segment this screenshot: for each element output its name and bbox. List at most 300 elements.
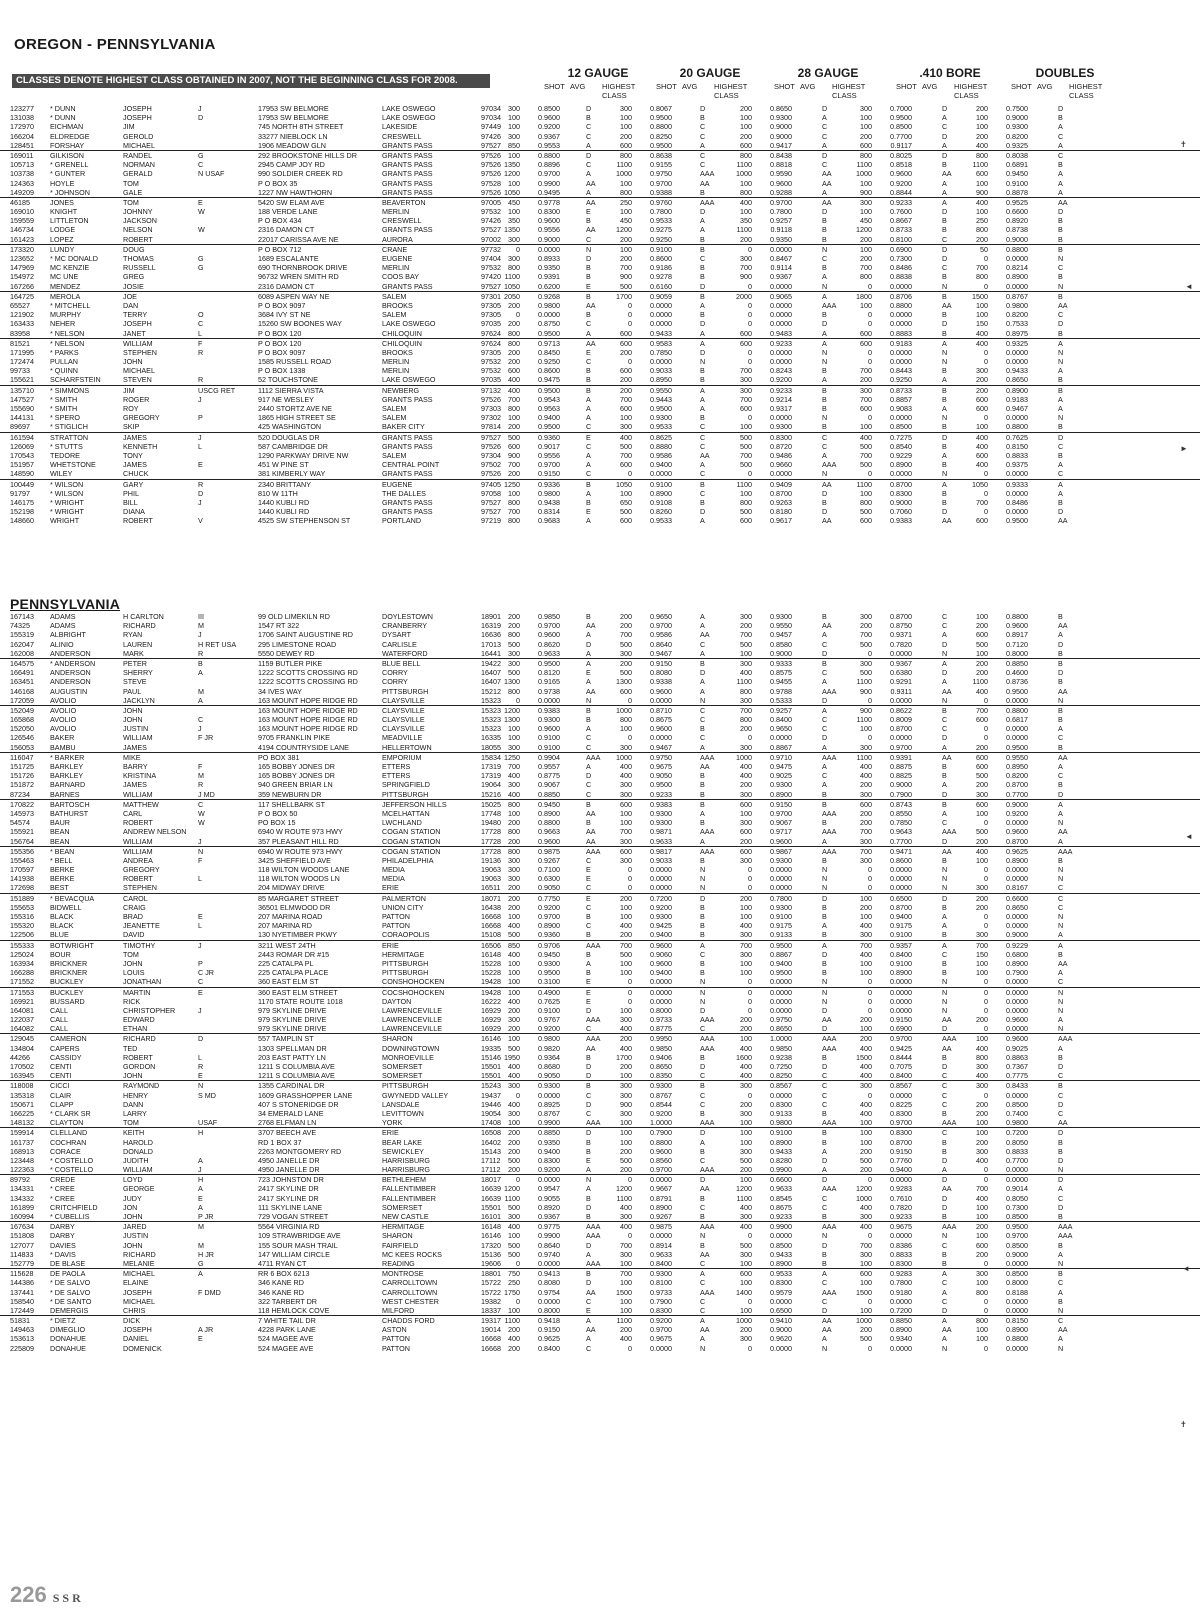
city: MC KEES ROCKS bbox=[382, 1249, 442, 1259]
gauge-shot: 500 bbox=[620, 639, 632, 649]
zip-code: 16639 bbox=[481, 1184, 501, 1194]
city: CONSHOHOCKEN bbox=[382, 977, 445, 987]
gauge-avg: 0.9165 bbox=[538, 677, 560, 687]
gauge-avg: 0.9250 bbox=[538, 357, 560, 367]
gauge-avg: 0.9625 bbox=[538, 1334, 560, 1344]
gauge-shot: 150 bbox=[976, 319, 988, 329]
gauge-shot: 0 bbox=[628, 1231, 632, 1241]
gauge-avg: 0.0000 bbox=[538, 244, 560, 254]
gauge-avg: 0.9450 bbox=[538, 799, 560, 809]
gauge-avg: 0.0000 bbox=[650, 695, 672, 705]
last-name: STRATTON bbox=[50, 432, 89, 442]
first-name: BRAD bbox=[123, 912, 143, 921]
gauge-shot: 500 bbox=[976, 827, 988, 837]
gauge-class: N bbox=[1058, 865, 1064, 875]
gauge-class: B bbox=[822, 1108, 827, 1118]
gauge-avg: 0.9117 bbox=[890, 140, 912, 150]
member-id: 122037 bbox=[10, 1015, 34, 1025]
gauge-shot: 300 bbox=[740, 1146, 752, 1156]
first-name: CAROL bbox=[123, 893, 148, 903]
middle-suffix: O bbox=[198, 310, 204, 320]
gauge-class: A bbox=[942, 140, 947, 150]
gauge-avg: 0.8300 bbox=[890, 488, 912, 498]
address: 165 BOBBY JONES DR bbox=[258, 771, 335, 781]
zip-code: 16668 bbox=[481, 912, 501, 921]
gauge-avg: 0.8638 bbox=[650, 150, 672, 160]
gauge-avg: 0.8825 bbox=[890, 771, 912, 781]
gauge-avg: 0.8680 bbox=[538, 1062, 560, 1071]
gauge-class: A bbox=[700, 338, 705, 348]
member-id: 166491 bbox=[10, 668, 34, 678]
gauge-avg: 0.9900 bbox=[770, 1165, 792, 1175]
address: 979 SKYLINE DRIVE bbox=[258, 1024, 327, 1034]
gauge-shot: 800 bbox=[860, 497, 872, 507]
member-id: 147969 bbox=[10, 263, 34, 273]
gauge-class: C bbox=[700, 1258, 706, 1268]
address: P O BOX 9097 bbox=[258, 347, 306, 357]
gauge-class: AAA bbox=[586, 1231, 601, 1241]
first-name: RUSSELL bbox=[123, 263, 156, 273]
gauge-shot: 800 bbox=[508, 516, 520, 526]
gauge-shot: 200 bbox=[740, 893, 752, 903]
gauge-class: N bbox=[700, 996, 706, 1006]
gauge-avg: 0.9875 bbox=[650, 1222, 672, 1232]
member-id: 171995 bbox=[10, 347, 34, 357]
member-id: 170543 bbox=[10, 450, 34, 460]
gauge-class: B bbox=[822, 497, 827, 507]
gauge-avg: 0.9229 bbox=[890, 450, 912, 460]
gauge-class: D bbox=[822, 695, 828, 705]
address: 4525 SW STEPHENSON ST bbox=[258, 516, 351, 526]
last-name: CENTI bbox=[50, 1062, 72, 1071]
gauge-shot: 300 bbox=[860, 1081, 872, 1091]
gauge-shot: 0 bbox=[984, 413, 988, 423]
gauge-class: N bbox=[700, 357, 706, 367]
address: 940 GREEN BRIAR LN bbox=[258, 780, 333, 790]
middle-suffix: H bbox=[198, 1175, 204, 1185]
gauge-class: N bbox=[942, 987, 948, 997]
gauge-avg: 0.9633 bbox=[770, 1184, 792, 1194]
gauge-avg: 0.9400 bbox=[890, 1165, 912, 1175]
gauge-avg: 0.9500 bbox=[890, 113, 912, 123]
gauge-avg: 0.0000 bbox=[650, 977, 672, 987]
gauge-avg: 0.8000 bbox=[1006, 648, 1028, 658]
zip-code: 97624 bbox=[481, 328, 501, 338]
zip-code: 17728 bbox=[481, 827, 501, 837]
gauge-avg: 0.8433 bbox=[1006, 1081, 1028, 1091]
gauge-avg: 0.9336 bbox=[538, 479, 560, 489]
gauge-shot: 800 bbox=[508, 338, 520, 348]
last-name: CLAYTON bbox=[50, 1118, 84, 1128]
first-name: CRAIG bbox=[123, 902, 146, 912]
gauge-class: A bbox=[586, 1184, 591, 1194]
gauge-avg: 0.7700 bbox=[1006, 1155, 1028, 1165]
gauge-shot: 100 bbox=[740, 1305, 752, 1315]
gauge-shot: 1000 bbox=[616, 169, 632, 179]
gauge-shot: 200 bbox=[976, 1099, 988, 1109]
gauge-shot: 0 bbox=[868, 1231, 872, 1241]
address: 292 BROOKSTONE HILLS DR bbox=[258, 150, 357, 160]
gauge-class: A bbox=[822, 705, 827, 715]
gauge-avg: 0.8486 bbox=[1006, 497, 1028, 507]
gauge-class: A bbox=[1058, 930, 1063, 940]
gauge-class: D bbox=[942, 836, 948, 846]
last-name: AVOLIO bbox=[50, 715, 77, 725]
gauge-avg: 0.0000 bbox=[890, 874, 912, 884]
first-name: ROY bbox=[123, 404, 139, 413]
gauge-class: B bbox=[586, 1269, 591, 1279]
gauge-class: B bbox=[700, 263, 705, 273]
gauge-class: A bbox=[700, 216, 705, 226]
gauge-shot: 0 bbox=[748, 300, 752, 310]
gauge-avg: 0.0000 bbox=[1006, 977, 1028, 987]
last-name: BARNES bbox=[50, 789, 80, 799]
gauge-avg: 0.9233 bbox=[650, 789, 672, 799]
gauge-shot: 200 bbox=[620, 1146, 632, 1156]
last-name: * STUTTS bbox=[50, 441, 83, 451]
table-row bbox=[0, 1128, 1200, 1137]
gauge-avg: 0.0000 bbox=[650, 357, 672, 367]
gauge-avg: 0.8767 bbox=[650, 1090, 672, 1100]
gauge-avg: 0.0000 bbox=[650, 883, 672, 893]
gauge-avg: 0.8500 bbox=[1006, 1240, 1028, 1250]
gauge-avg: 0.9820 bbox=[538, 1043, 560, 1053]
gauge-shot: 100 bbox=[976, 1325, 988, 1335]
gauge-class: D bbox=[942, 1175, 948, 1185]
city: GRANTS PASS bbox=[382, 394, 433, 404]
gauge-class: B bbox=[942, 225, 947, 235]
gauge-shot: 900 bbox=[620, 272, 632, 282]
gauge-shot: 0 bbox=[868, 469, 872, 479]
address: 207 MARINA RD bbox=[258, 921, 312, 931]
gauge-shot: 400 bbox=[740, 1071, 752, 1081]
gauge-avg: 0.8925 bbox=[538, 1099, 560, 1109]
zip-code: 97420 bbox=[481, 272, 501, 282]
table-row bbox=[0, 113, 1200, 122]
gauge-shot: 200 bbox=[740, 1015, 752, 1025]
first-name: PHIL bbox=[123, 488, 139, 498]
table-row bbox=[0, 677, 1200, 686]
gauge-avg: 0.9317 bbox=[770, 404, 792, 413]
gauge-shot: 200 bbox=[620, 254, 632, 263]
gauge-avg: 0.0000 bbox=[890, 883, 912, 893]
gauge-shot: 600 bbox=[976, 169, 988, 179]
gauge-shot: 100 bbox=[740, 1175, 752, 1185]
gauge-avg: 0.8700 bbox=[890, 612, 912, 621]
gauge-avg: 0.6300 bbox=[538, 874, 560, 884]
gauge-avg: 0.9350 bbox=[538, 1137, 560, 1147]
gauge-class: A bbox=[942, 1269, 947, 1279]
gauge-avg: 0.0000 bbox=[538, 695, 560, 705]
gauge-avg: 0.8900 bbox=[770, 789, 792, 799]
gauge-shot: 300 bbox=[740, 1081, 752, 1091]
gauge-avg: 0.9257 bbox=[770, 216, 792, 226]
gauge-class: D bbox=[822, 1175, 828, 1185]
gauge-avg: 0.8400 bbox=[650, 1258, 672, 1268]
gauge-class: A bbox=[822, 187, 827, 197]
gauge-class: A bbox=[700, 677, 705, 687]
city: WATERFORD bbox=[382, 648, 428, 658]
last-name: * CREE bbox=[50, 1193, 75, 1203]
first-name: BILL bbox=[123, 497, 138, 507]
gauge-avg: 0.9683 bbox=[538, 516, 560, 526]
gauge-avg: 0.9600 bbox=[650, 1146, 672, 1156]
gauge-class: A bbox=[700, 140, 705, 150]
zip-code: 17748 bbox=[481, 808, 501, 818]
gauge-class: AA bbox=[942, 1325, 952, 1335]
table-row bbox=[0, 1165, 1200, 1175]
gauge-class: D bbox=[822, 319, 828, 329]
page-number: 226 bbox=[10, 1582, 47, 1607]
gauge-avg: 0.9025 bbox=[770, 771, 792, 781]
gauge-class: A bbox=[822, 375, 827, 385]
gauge-class: D bbox=[1058, 789, 1064, 799]
gauge-subheader-avg: AVG bbox=[570, 82, 586, 91]
gauge-class: C bbox=[1058, 1071, 1064, 1081]
city: SEWICKLEY bbox=[382, 1146, 424, 1156]
last-name: * COSTELLO bbox=[50, 1155, 94, 1165]
gauge-class: B bbox=[586, 1052, 591, 1062]
first-name: NORMAN bbox=[123, 160, 155, 170]
first-name: ROBERT bbox=[123, 1052, 153, 1062]
gauge-shot: 100 bbox=[976, 1202, 988, 1212]
gauge-avg: 0.0000 bbox=[650, 310, 672, 320]
gauge-avg: 0.0000 bbox=[1006, 1005, 1028, 1015]
gauge-avg: 0.9700 bbox=[650, 178, 672, 188]
gauge-avg: 0.9600 bbox=[770, 836, 792, 846]
gauge-shot: 300 bbox=[620, 1081, 632, 1091]
first-name: SHERRY bbox=[123, 668, 153, 678]
gauge-class: A bbox=[700, 460, 705, 470]
gauge-avg: 0.8300 bbox=[770, 1099, 792, 1109]
gauge-avg: 0.9325 bbox=[1006, 338, 1028, 348]
city: SPRINGFIELD bbox=[382, 780, 430, 790]
gauge-avg: 0.9300 bbox=[538, 715, 560, 725]
gauge-class: AA bbox=[942, 1015, 952, 1025]
zip-code: 97526 bbox=[481, 187, 501, 197]
gauge-class: AA bbox=[942, 1043, 952, 1053]
city: CARLISLE bbox=[382, 639, 417, 649]
gauge-class: C bbox=[700, 441, 706, 451]
last-name: BOTWRIGHT bbox=[50, 940, 94, 950]
gauge-shot: 0 bbox=[628, 977, 632, 987]
city: CRESWELL bbox=[382, 216, 422, 226]
gauge-shot: 100 bbox=[740, 1137, 752, 1147]
gauge-shot: 0 bbox=[868, 1175, 872, 1185]
gauge-avg: 0.9100 bbox=[890, 958, 912, 968]
gauge-class: N bbox=[942, 413, 948, 423]
middle-suffix: A JR bbox=[198, 1325, 214, 1335]
gauge-class: B bbox=[1058, 658, 1063, 668]
gauge-avg: 0.9000 bbox=[1006, 930, 1028, 940]
gauge-subheader-shot: SHOT bbox=[656, 82, 677, 91]
gauge-class: B bbox=[1058, 160, 1063, 170]
gauge-avg: 0.9300 bbox=[770, 780, 792, 790]
member-id: 166204 bbox=[10, 131, 34, 141]
city: ETTERS bbox=[382, 762, 411, 771]
address: 3684 IVY ST NE bbox=[258, 310, 311, 320]
gauge-shot: 700 bbox=[620, 1269, 632, 1279]
gauge-class: A bbox=[822, 780, 827, 790]
gauge-shot: 400 bbox=[860, 1071, 872, 1081]
gauge-shot: 100 bbox=[620, 1071, 632, 1081]
gauge-shot: 400 bbox=[860, 1043, 872, 1053]
gauge-avg: 0.0000 bbox=[1006, 996, 1028, 1006]
gauge-avg: 0.8540 bbox=[890, 441, 912, 451]
gauge-class: C bbox=[586, 131, 592, 141]
zip-code: 18337 bbox=[481, 1305, 501, 1315]
gauge-class: C bbox=[942, 612, 948, 621]
gauge-shot: 200 bbox=[508, 612, 520, 621]
gauge-class: B bbox=[1058, 450, 1063, 460]
gauge-class: C bbox=[586, 1024, 592, 1034]
gauge-class: A bbox=[942, 375, 947, 385]
gauge-avg: 0.9778 bbox=[538, 197, 560, 207]
member-id: 158540 bbox=[10, 1296, 34, 1306]
gauge-avg: 0.0000 bbox=[1006, 818, 1028, 828]
gauge-class: C bbox=[586, 319, 592, 329]
address: 690 THORNBROOK DRIVE bbox=[258, 263, 348, 273]
gauge-class: A bbox=[942, 677, 947, 687]
gauge-class: D bbox=[822, 150, 828, 160]
gauge-avg: 0.9556 bbox=[538, 450, 560, 460]
gauge-shot: 500 bbox=[508, 432, 520, 442]
gauge-avg: 0.8850 bbox=[538, 789, 560, 799]
gauge-class: A bbox=[1058, 1287, 1063, 1297]
gauge-class: B bbox=[1058, 291, 1063, 301]
gauge-avg: 0.9450 bbox=[538, 949, 560, 959]
first-name: JACKLYN bbox=[123, 695, 155, 705]
gauge-avg: 0.9268 bbox=[538, 291, 560, 301]
gauge-shot: 100 bbox=[976, 1231, 988, 1241]
gauge-shot: 0 bbox=[748, 977, 752, 987]
last-name: BLUE bbox=[50, 930, 69, 940]
address: 204 MIDWAY DRIVE bbox=[258, 883, 325, 893]
gauge-class: C bbox=[700, 639, 706, 649]
member-id: 153613 bbox=[10, 1334, 34, 1344]
table-row bbox=[0, 1222, 1200, 1231]
gauge-shot: 800 bbox=[740, 150, 752, 160]
gauge-class: D bbox=[586, 1005, 592, 1015]
member-id: 170822 bbox=[10, 799, 34, 809]
member-id: 148660 bbox=[10, 516, 34, 526]
gauge-avg: 0.9233 bbox=[770, 385, 792, 395]
member-id: 165868 bbox=[10, 715, 34, 725]
gauge-avg: 0.9556 bbox=[538, 225, 560, 235]
gauge-avg: 0.8650 bbox=[1006, 902, 1028, 912]
gauge-shot: 100 bbox=[976, 1034, 988, 1044]
middle-suffix: J bbox=[198, 394, 202, 404]
gauge-shot: 600 bbox=[976, 394, 988, 404]
gauge-avg: 0.8933 bbox=[538, 254, 560, 263]
gauge-avg: 0.9100 bbox=[538, 1005, 560, 1015]
gauge-class: B bbox=[942, 216, 947, 226]
gauge-shot: 100 bbox=[508, 912, 520, 921]
gauge-shot: 0 bbox=[748, 244, 752, 254]
gauge-shot: 250 bbox=[620, 197, 632, 207]
member-id: 126069 bbox=[10, 441, 34, 451]
gauge-class: E bbox=[586, 865, 591, 875]
gauge-avg: 0.8900 bbox=[650, 1202, 672, 1212]
gauge-class: B bbox=[1058, 497, 1063, 507]
last-name: BARKLEY bbox=[50, 771, 84, 781]
last-name: * BELL bbox=[50, 855, 73, 865]
middle-suffix: F bbox=[198, 338, 203, 348]
middle-suffix: H bbox=[198, 1128, 204, 1138]
gauge-shot: 200 bbox=[860, 254, 872, 263]
address: 207 MARINA ROAD bbox=[258, 912, 323, 921]
gauge-avg: 0.9800 bbox=[1006, 1118, 1028, 1128]
gauge-class: B bbox=[700, 366, 705, 376]
zip-code: 97302 bbox=[481, 413, 501, 423]
middle-suffix: D bbox=[198, 488, 204, 498]
gauge-avg: 0.9500 bbox=[538, 422, 560, 432]
gauge-class: D bbox=[822, 104, 828, 113]
gauge-class: AAA bbox=[700, 1034, 715, 1044]
gauge-shot: 400 bbox=[976, 846, 988, 856]
gauge-shot: 250 bbox=[976, 216, 988, 226]
gauge-shot: 700 bbox=[740, 394, 752, 404]
zip-code: 19064 bbox=[481, 780, 501, 790]
gauge-avg: 0.8500 bbox=[890, 422, 912, 432]
gauge-class: D bbox=[586, 1099, 592, 1109]
gauge-avg: 0.9553 bbox=[538, 140, 560, 150]
first-name: JUSTIN bbox=[123, 724, 149, 734]
address: 9705 FRANKLIN PIKE bbox=[258, 733, 330, 743]
gauge-class: A bbox=[822, 272, 827, 282]
gauge-avg: 0.9700 bbox=[538, 912, 560, 921]
gauge-shot: 1250 bbox=[504, 479, 520, 489]
member-id: 155621 bbox=[10, 375, 34, 385]
address: 165 BOBBY JONES DR bbox=[258, 762, 335, 771]
table-row bbox=[0, 659, 1200, 668]
member-id: 151725 bbox=[10, 762, 34, 771]
gauge-class: C bbox=[700, 1202, 706, 1212]
gauge-shot: 0 bbox=[984, 488, 988, 498]
zip-code: 19428 bbox=[481, 987, 501, 997]
city: GRANTS PASS bbox=[382, 178, 433, 188]
gauge-avg: 0.9200 bbox=[650, 902, 672, 912]
table-row bbox=[0, 1100, 1200, 1109]
gauge-class: A bbox=[822, 940, 827, 950]
gauge-avg: 0.8896 bbox=[538, 160, 560, 170]
gauge-avg: 0.7775 bbox=[1006, 1071, 1028, 1081]
gauge-avg: 0.9495 bbox=[538, 187, 560, 197]
gauge-class: C bbox=[1058, 1193, 1064, 1203]
zip-code: 17112 bbox=[481, 1165, 501, 1175]
last-name: HOYLE bbox=[50, 178, 75, 188]
gauge-avg: 0.9750 bbox=[770, 1015, 792, 1025]
gauge-class: B bbox=[1058, 272, 1063, 282]
city: CHADDS FORD bbox=[382, 1316, 435, 1326]
zip-code: 15212 bbox=[481, 686, 501, 696]
gauge-shot: 300 bbox=[740, 742, 752, 752]
member-id: 115628 bbox=[10, 1269, 34, 1279]
gauge-avg: 0.9233 bbox=[770, 338, 792, 348]
gauge-shot: 200 bbox=[860, 818, 872, 828]
city: MEADVILLE bbox=[382, 733, 423, 743]
gauge-avg: 0.6500 bbox=[890, 893, 912, 903]
city: HERMITAGE bbox=[382, 949, 425, 959]
gauge-class: C bbox=[1058, 893, 1064, 903]
gauge-class: N bbox=[1058, 874, 1064, 884]
member-id: 126546 bbox=[10, 733, 34, 743]
gauge-shot: 0 bbox=[628, 300, 632, 310]
gauge-class: N bbox=[700, 865, 706, 875]
first-name: WILLIAM bbox=[123, 836, 153, 846]
gauge-avg: 0.0000 bbox=[538, 1258, 560, 1268]
table-row bbox=[0, 894, 1200, 903]
